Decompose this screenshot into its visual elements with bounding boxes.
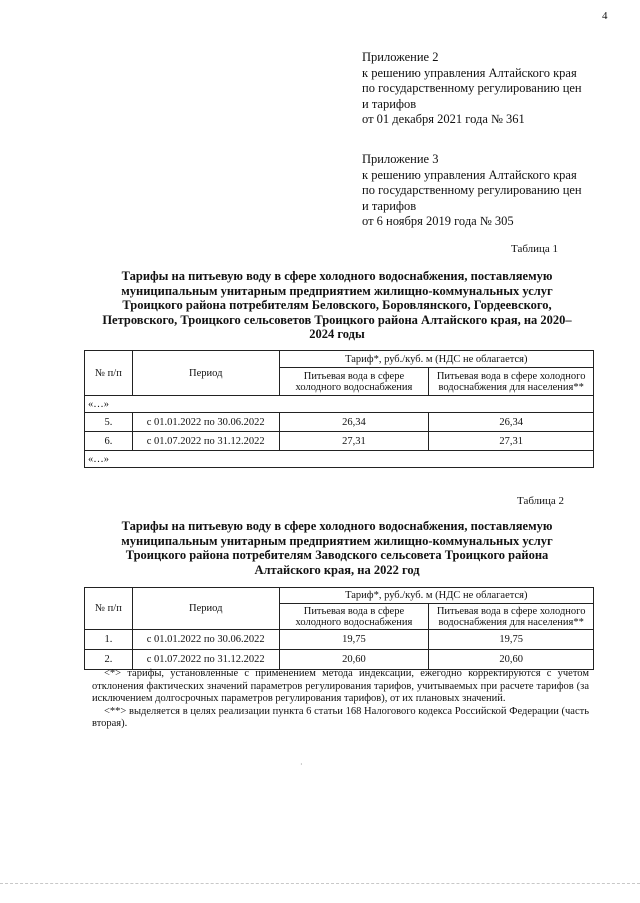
annex-2-header bbox=[362, 50, 582, 128]
row-period: с 01.01.2022 по 30.06.2022 bbox=[132, 630, 279, 650]
annex-3-line: к решению управления Алтайского края bbox=[362, 167, 577, 182]
row-value: 20,60 bbox=[279, 650, 429, 670]
annex-2-line: Приложение 2 bbox=[362, 50, 439, 64]
footnote-tariffs: <*> тарифы, установленные с применением метода индексации, ежегодно корректируются с учетом отклонения фактических значений параметров регулирования тарифов, учитываемых при расчете тарифов (за исключением долгосрочных параметров регулирования тарифов), от их плановых значений. bbox=[92, 668, 589, 704]
table-1-label: Таблица 1 bbox=[511, 243, 559, 255]
annex-2-line: от 01 декабря 2021 года № 361 bbox=[362, 112, 525, 126]
header-col-water-population: Питьевая вода в сфере холодного водоснабжения для населения** bbox=[429, 604, 594, 630]
row-num: 6. bbox=[85, 432, 133, 451]
header-period: Период bbox=[132, 588, 279, 630]
table-row bbox=[85, 630, 594, 650]
annex-3-line: по государственному регулированию цен bbox=[362, 183, 582, 197]
annex-2-line: и тарифов bbox=[362, 96, 417, 111]
row-period: с 01.07.2022 по 31.12.2022 bbox=[132, 432, 279, 451]
table-row bbox=[85, 413, 594, 432]
table-row bbox=[85, 650, 594, 670]
ellipsis-row: «…» bbox=[85, 396, 594, 413]
row-period: с 01.07.2022 по 31.12.2022 bbox=[132, 650, 279, 670]
header-num: № п/п bbox=[85, 351, 133, 396]
row-value: 27,31 bbox=[279, 432, 429, 451]
footnotes bbox=[92, 668, 589, 731]
annex-3-line: от 6 ноября 2019 года № 305 bbox=[362, 214, 514, 228]
footnote-vat: <**> выделяется в целях реализации пункта 6 статьи 168 Налогового кодекса Российской Федерации (часть вторая). bbox=[92, 705, 589, 729]
header-tariff: Тариф*, руб./куб. м (НДС не облагается) bbox=[279, 351, 593, 368]
row-value: 19,75 bbox=[279, 630, 429, 650]
table-1 bbox=[84, 350, 594, 468]
annex-2-line: к решению управления Алтайского края bbox=[362, 65, 577, 80]
row-value: 19,75 bbox=[429, 630, 594, 650]
header-col-water: Питьевая вода в сфере холодного водоснабжения bbox=[279, 604, 429, 630]
row-value: 26,34 bbox=[279, 413, 429, 432]
row-num: 1. bbox=[85, 630, 133, 650]
row-value: 20,60 bbox=[429, 650, 594, 670]
table-row bbox=[85, 432, 594, 451]
table-2-title: Тарифы на питьевую воду в сфере холодного водоснабжения, поставляемую муниципальным унитарным предприятием жилищно-коммунальных услуг Троицкого района потребителям Заводского сельсовета Троицкого района Алтайского края, на 2022 год bbox=[121, 519, 553, 577]
header-col-water-population: Питьевая вода в сфере холодного водоснабжения для населения** bbox=[429, 368, 594, 396]
row-num: 5. bbox=[85, 413, 133, 432]
header-col-water: Питьевая вода в сфере холодного водоснабжения bbox=[279, 368, 429, 396]
annex-3-header bbox=[362, 152, 582, 230]
header-tariff: Тариф*, руб./куб. м (НДС не облагается) bbox=[279, 588, 593, 604]
scan-edge-line bbox=[0, 883, 640, 884]
ellipsis-row: «…» bbox=[85, 451, 594, 468]
row-value: 27,31 bbox=[429, 432, 594, 451]
row-value: 26,34 bbox=[429, 413, 594, 432]
annex-3-line: Приложение 3 bbox=[362, 152, 439, 166]
row-period: с 01.01.2022 по 30.06.2022 bbox=[132, 413, 279, 432]
annex-3-line: и тарифов bbox=[362, 198, 417, 213]
table-2 bbox=[84, 587, 594, 670]
scan-dot: · bbox=[300, 760, 303, 769]
header-period: Период bbox=[132, 351, 279, 396]
table-1-title: Тарифы на питьевую воду в сфере холодного водоснабжения, поставляемую муниципальным унитарным предприятием жилищно-коммунальных услуг Троицкого района потребителям Беловского, Боровлянского, Гордеевского, Петровского, Троицкого сельсоветов Троицкого района Алтайского края, на 2020–2024 годы bbox=[102, 269, 572, 341]
header-num: № п/п bbox=[85, 588, 133, 630]
page-number: 4 bbox=[602, 10, 608, 22]
row-num: 2. bbox=[85, 650, 133, 670]
table-2-label: Таблица 2 bbox=[517, 495, 565, 507]
annex-2-line: по государственному регулированию цен bbox=[362, 81, 582, 95]
